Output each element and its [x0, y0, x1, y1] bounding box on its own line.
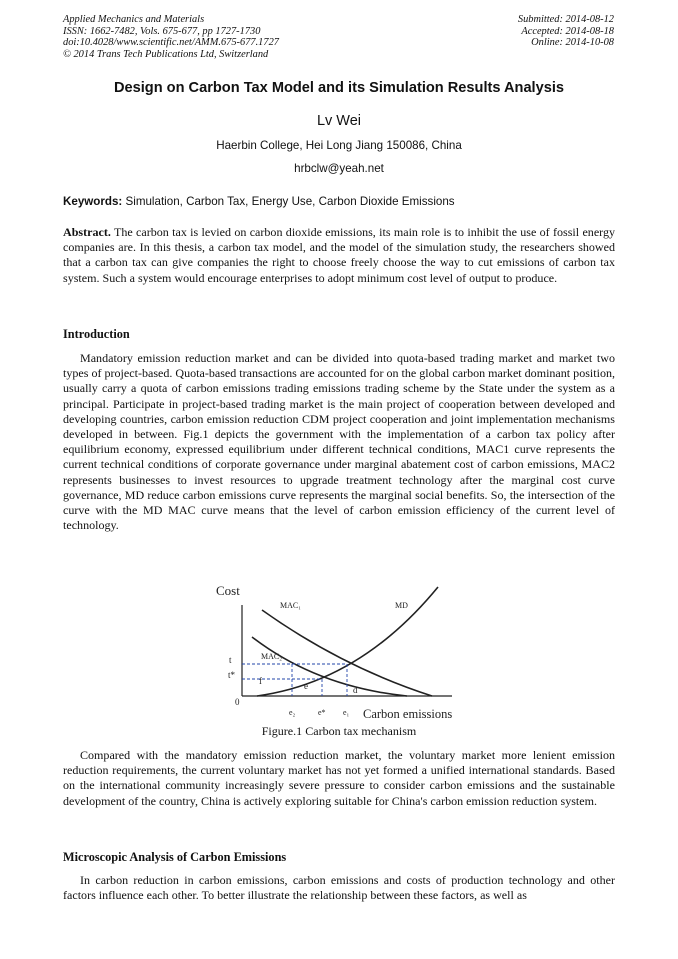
keywords: [63, 195, 615, 208]
region-e-label: e: [304, 681, 308, 691]
online-date: Online: 2014-10-08: [531, 37, 614, 49]
keywords-label: Keywords:: [63, 195, 123, 208]
introduction-paragraph-2: Compared with the mandatory emission reduction market, the voluntary market more lenient emission reduction requirements, the current voluntary market has not yet formed a unified international standards. Based on the international community increasingly severe pressure to consider carbon emissions and the sustainable development of the country, China is actively exploring suitable for China's carbon emission reduction system.: [63, 748, 615, 808]
publication-dates: [518, 14, 614, 49]
e2-tick-label: e₂: [289, 708, 296, 717]
microscopic-paragraph-1: In carbon reduction in carbon emissions, carbon emissions and costs of production technology and other factors influence each other. To better illustrate the relationship between these factors, as well as: [63, 873, 615, 903]
mac2-label: MAC₂: [261, 652, 283, 661]
x-axis-label: Carbon emissions: [363, 707, 453, 721]
abstract: [63, 225, 615, 286]
journal-info: [63, 14, 279, 60]
section-heading-introduction: Introduction: [63, 327, 130, 341]
journal-issn: ISSN: 1662-7482, Vols. 675-677, pp 1727-1730: [63, 25, 261, 37]
accepted-date: Accepted: 2014-08-18: [521, 25, 614, 37]
y-axis-label: Cost: [216, 583, 240, 598]
journal-copyright: © 2014 Trans Tech Publications Ltd, Switzerland: [63, 48, 269, 60]
mac2-curve: [252, 637, 407, 696]
mac1-label: MAC₁: [280, 601, 302, 610]
md-label: MD: [395, 601, 408, 610]
author-affiliation: Haerbin College, Hei Long Jiang 150086, China: [216, 139, 462, 152]
section-heading-microscopic: Microscopic Analysis of Carbon Emissions: [63, 850, 287, 864]
origin-label: 0: [235, 697, 240, 707]
introduction-paragraph-1: Mandatory emission reduction market and can be divided into quota-based trading market and market two types of project-based. Quota-based transactions are accounted for on the global carbon market dominant position, usually carry a quota of carbon emissions trading emissions trading scheme by the State under the system as a principal. Participate in project-based trading market is the main project of cooperation between developed and developing countries, carbon emission reduction CDM project cooperation and joint implementation mechanisms developed in between. Fig.1 depicts the government with the implementation of a carbon tax policy after equilibrium economy, expressed equilibrium under different technical conditions, MAC1 curve represents the current technical conditions of corporate governance under marginal abatement cost of carbon emissions, MAC2 represents businesses to invest resources to upgrade treatment technology after the marginal cost curve governance, MD reduce carbon emissions curve represents the marginal social benefits. So, the intersection of the curve with the MD MAC curve means that the level of carbon emission efficiency of the current level of technology.: [63, 351, 615, 533]
submitted-date: Submitted: 2014-08-12: [517, 14, 614, 25]
abstract-text: The carbon tax is levied on carbon dioxide emissions, its main role is to inhibit the use of fossil energy companies are. In this thesis, a carbon tax model, and the model of the simulation study, the researchers showed that a carbon tax can give companies the right to choose freely choose the way to cut emissions of carbon tax system. Such a system would encourage enterprises to adopt minimum cost level of output to produce.: [63, 225, 616, 285]
journal-name: Applied Mechanics and Materials: [63, 14, 205, 25]
t-star-tick-label: t*: [228, 670, 236, 680]
abstract-label: Abstract.: [63, 225, 111, 239]
t-tick-label: t: [229, 655, 232, 665]
e-star-tick-label: e*: [318, 708, 326, 717]
keywords-text: Simulation, Carbon Tax, Energy Use, Carbon Dioxide Emissions: [125, 195, 455, 208]
region-f-label: f: [259, 676, 262, 686]
author-name: Lv Wei: [316, 113, 362, 129]
mac1-curve: [262, 610, 432, 696]
e1-tick-label: e₁: [343, 708, 350, 717]
region-d-label: d: [353, 685, 358, 695]
paper-title: Design on Carbon Tax Model and its Simulation Results Analysis: [113, 80, 565, 96]
figure-caption: Figure.1 Carbon tax mechanism: [261, 724, 417, 738]
author-email: hrbclw@yeah.net: [294, 162, 384, 175]
journal-doi: doi:10.4028/www.scientific.net/AMM.675-677.1727: [63, 37, 279, 49]
carbon-tax-figure: [200, 575, 480, 725]
